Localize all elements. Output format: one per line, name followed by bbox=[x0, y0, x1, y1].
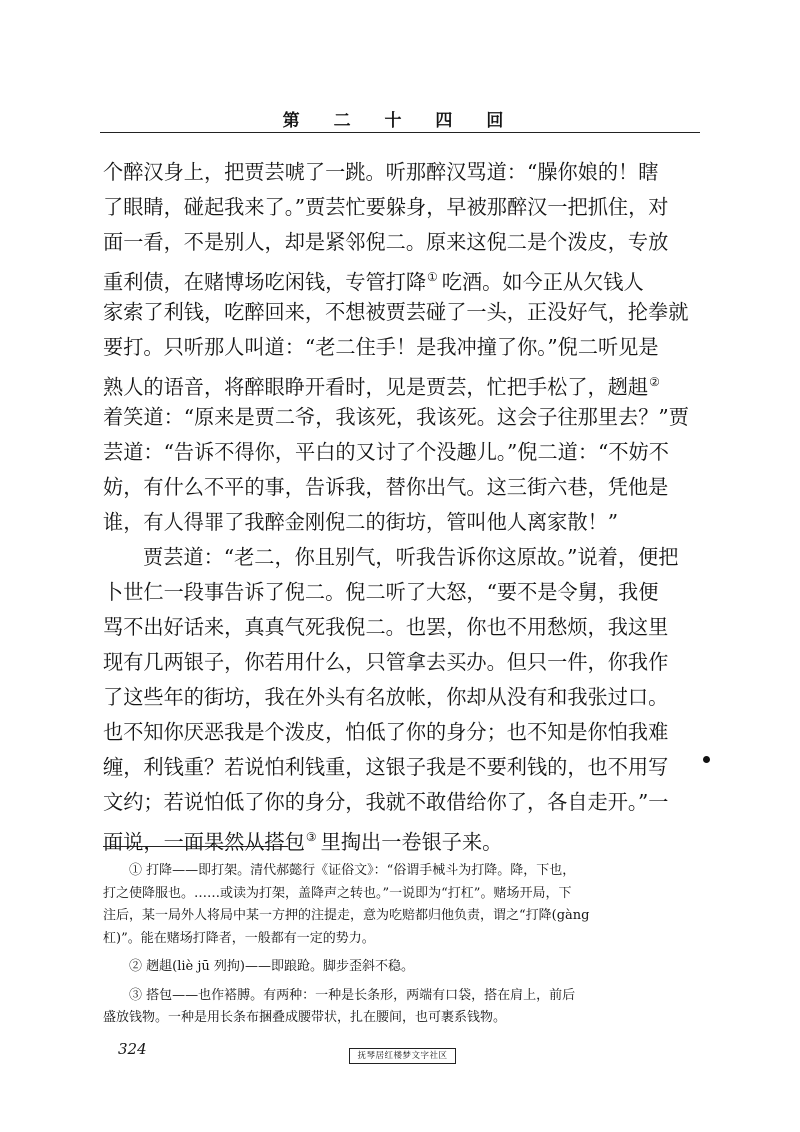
header-rule bbox=[100, 132, 700, 133]
text-line: 了眼睛，碰起我来了。”贾芸忙要躲身，早被那醉汉一把抓住，对 bbox=[103, 195, 669, 219]
footnote-mark-3: ③ bbox=[305, 830, 317, 844]
footnotes bbox=[103, 860, 703, 1030]
chapter-running-head: 第 二 十 四 回 bbox=[282, 111, 518, 131]
footnote-2-line: ② 趔趄(liè jū 列拘)——即踉跄。脚步歪斜不稳。 bbox=[129, 959, 414, 974]
footnote-3-line: ③ 搭包——也作褡膊。有两种：一种是长条形，两端有口袋，搭在肩上，前后 bbox=[129, 987, 576, 1003]
footnote-3-line: 盛放钱物。一种是用长条布捆叠成腰带状，扎在腰间，也可裹系钱物。 bbox=[103, 1010, 507, 1025]
text-line bbox=[103, 260, 703, 295]
margin-mark bbox=[703, 756, 710, 763]
paragraph-first-line: 贾芸道：“老二，你且别气，听我告诉你这原故。”说着，便把 bbox=[143, 545, 679, 569]
text-line: 文约；若说怕低了你的身分，我就不敢借给你了，各自走开。”一 bbox=[103, 790, 669, 814]
footnote-rule bbox=[103, 846, 288, 847]
text-line: 芸道：“告诉不得你，平白的又讨了个没趣儿。”倪二道：“不妨不 bbox=[103, 440, 669, 464]
text-segment: 重利债，在赌博场吃闲钱，专管打降 bbox=[103, 270, 427, 294]
text-line: 要打。只听那人叫道：“老二住手！是我冲撞了你。”倪二听见是 bbox=[103, 335, 659, 359]
text-segment: 熟人的语音，将醉眼睁开看时，见是贾芸，忙把手松了，趔趄 bbox=[103, 375, 649, 399]
watermark-stamp: 抚琴居红楼梦文字社区 bbox=[349, 1048, 456, 1064]
text-line: 家索了利钱，吃醉回来，不想被贾芸碰了一头，正没好气，抡拳就 bbox=[103, 300, 689, 324]
footnote-1-line: ① 打降——即打架。清代郝懿行《证俗文》：“俗谓手械斗为打降。降，下也， bbox=[129, 863, 576, 878]
text-line: 个醉汉身上，把贾芸唬了一跳。听那醉汉骂道：“臊你娘的！瞎 bbox=[103, 160, 659, 184]
footnote-1-line: 注后，某一局外人将局中某一方押的注提走，意为吃赔都归他负责，谓之“打降(gàng bbox=[103, 908, 590, 923]
footnote-1-line: 打之使降服也。……或读为打架，盖降声之转也。”一说即为“打杠”。赌场开局，下 bbox=[103, 885, 572, 901]
text-segment: 吃酒。如今正从欠钱人 bbox=[441, 270, 644, 294]
footnote-mark-1: ① bbox=[427, 270, 438, 284]
footnote-mark-2: ② bbox=[649, 375, 660, 389]
text-line: 了这些年的街坊，我在外头有名放帐，你却从没有和我张过口。 bbox=[103, 685, 669, 709]
text-line: 卜世仁一段事告诉了倪二。倪二听了大怒，“要不是令舅，我便 bbox=[103, 580, 659, 604]
footnote-1-line: 杠)”。能在赌场打降者，一般都有一定的势力。 bbox=[103, 930, 375, 946]
text-line: 现有几两银子，你若用什么，只管拿去买办。但只一件，你我作 bbox=[103, 650, 669, 674]
text-line: 缠，利钱重？若说怕利钱重，这银子我是不要利钱的，也不用写 bbox=[103, 755, 669, 779]
text-line: 骂不出好话来，真真气死我倪二。也罢，你也不用愁烦，我这里 bbox=[103, 615, 669, 639]
text-line: 着笑道：“原来是贾二爷，我该死，我该死。这会子往那里去？”贾 bbox=[103, 405, 689, 429]
page-number: 324 bbox=[118, 1040, 147, 1058]
text-line: 也不知你厌恶我是个泼皮，怕低了你的身分；也不知是你怕我难 bbox=[103, 720, 669, 744]
text-segment: 面说，一面果然从搭包 bbox=[103, 830, 305, 854]
text-segment: 里掏出一卷银子来。 bbox=[320, 830, 503, 854]
text-line: 谁，有人得罪了我醉金刚倪二的街坊，管叫他人离家散！” bbox=[103, 510, 619, 534]
text-line: 妨，有什么不平的事，告诉我，替你出气。这三街六巷，凭他是 bbox=[103, 475, 669, 499]
text-line bbox=[103, 820, 703, 855]
text-line bbox=[103, 365, 703, 400]
text-line: 面一看，不是别人，却是紧邻倪二。原来这倪二是个泼皮，专放 bbox=[103, 230, 669, 254]
body-text bbox=[103, 155, 703, 855]
